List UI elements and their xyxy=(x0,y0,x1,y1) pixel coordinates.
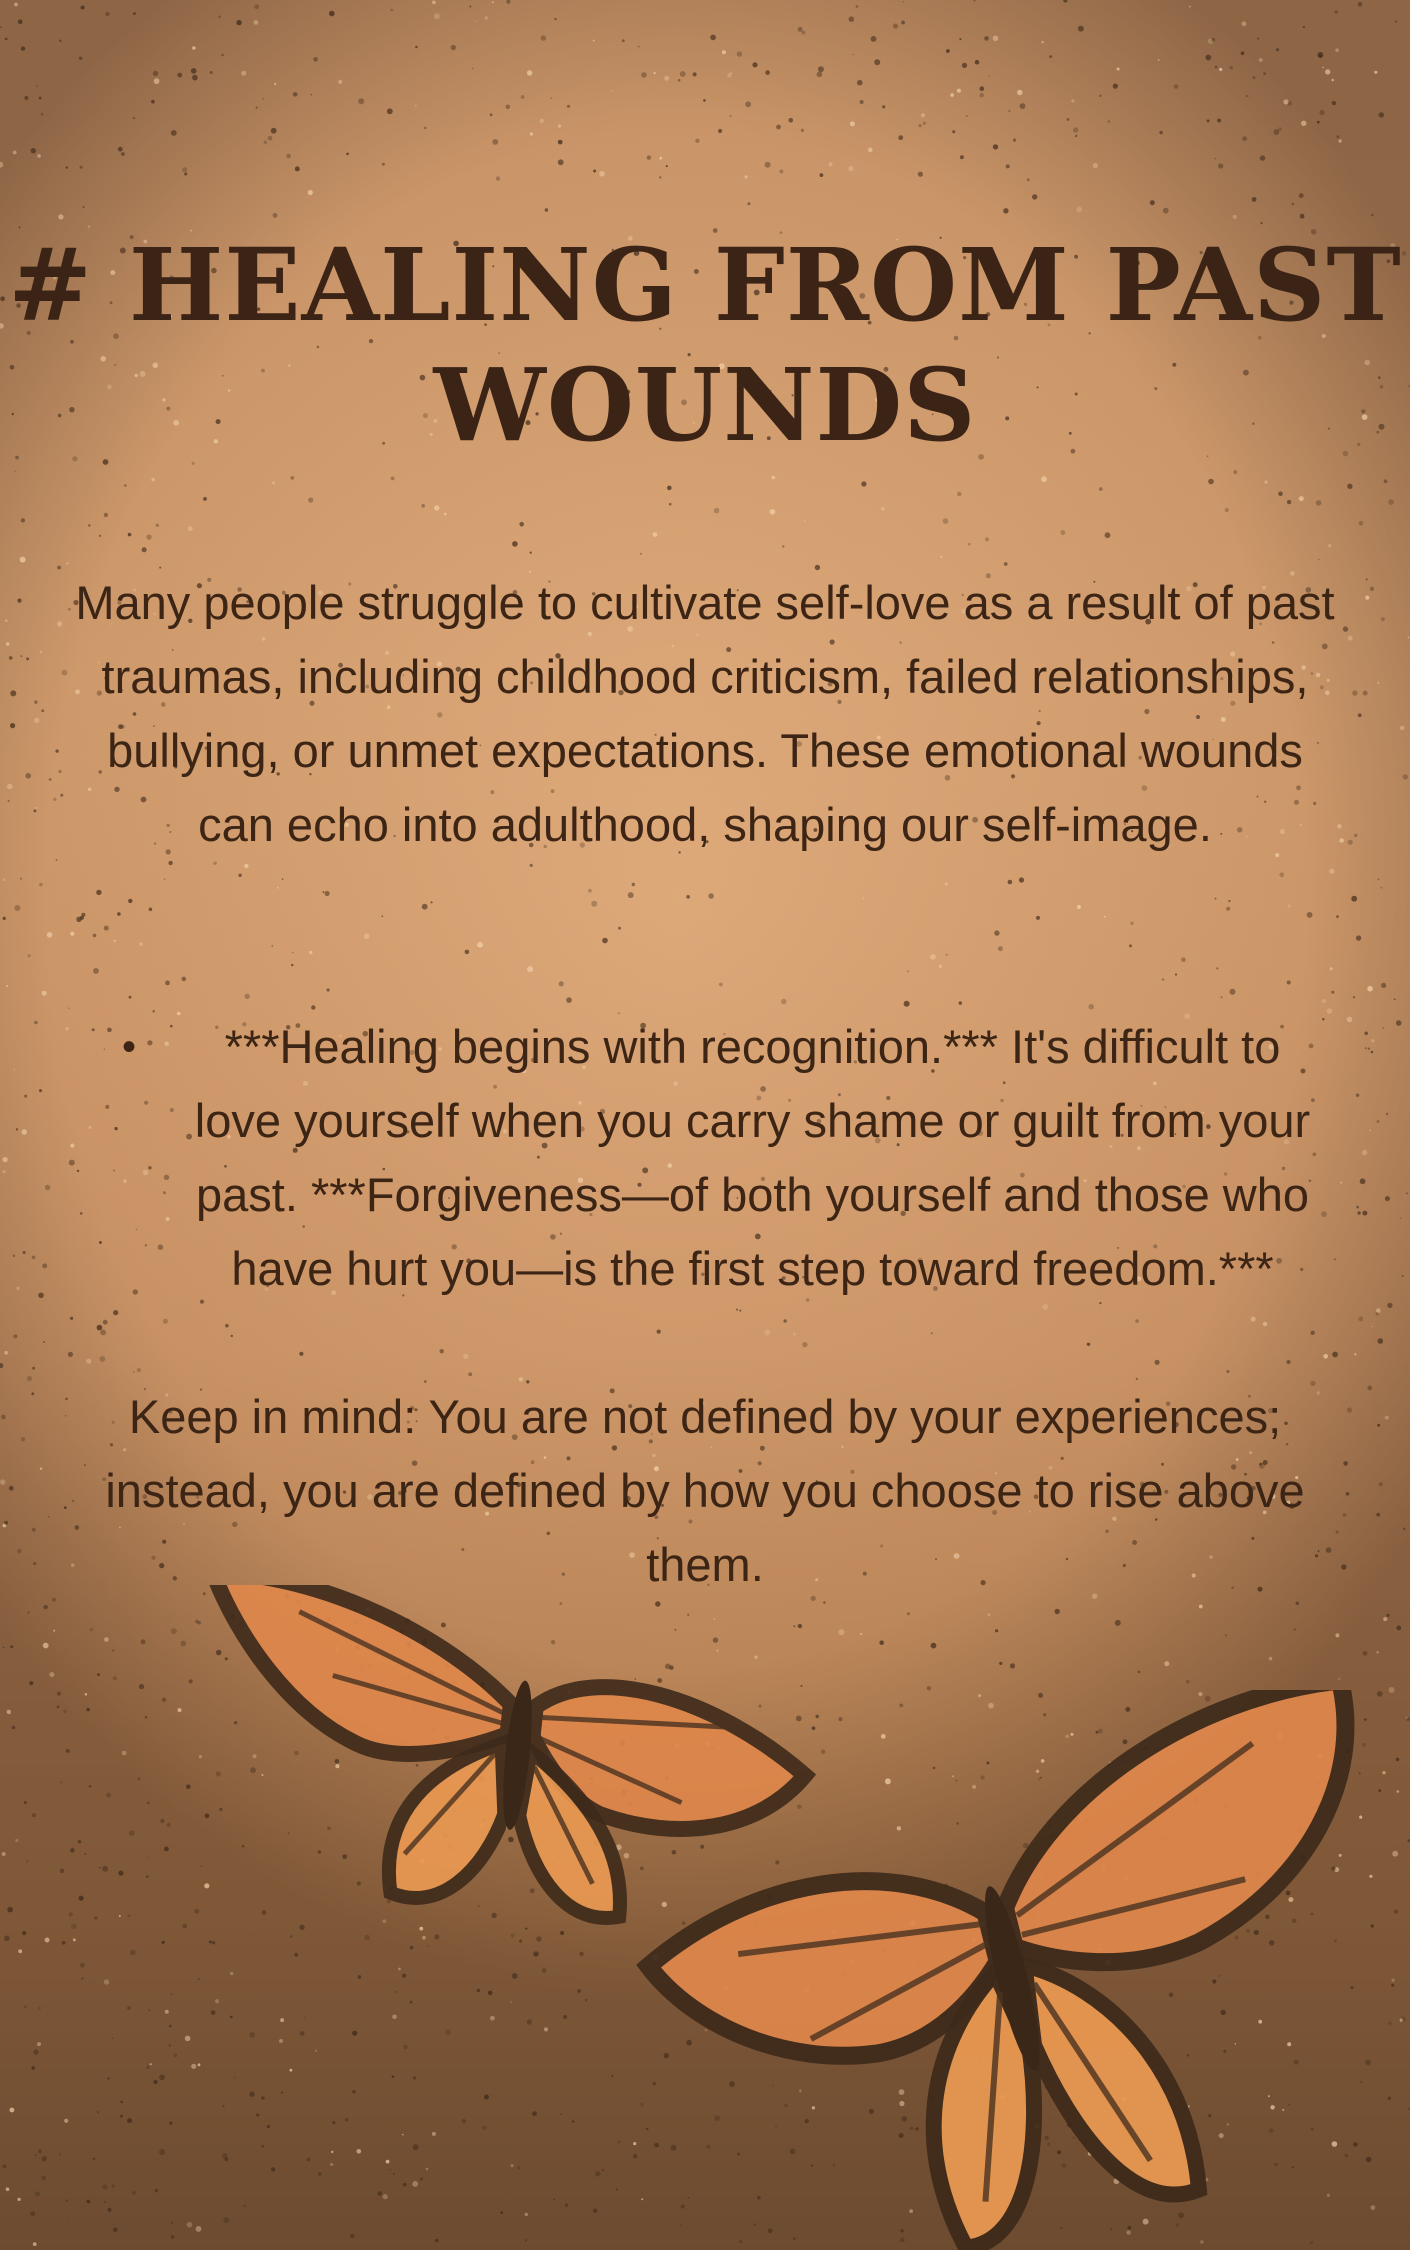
bullet-text: ***Healing begins with recognition.*** It's difficult to love yourself when you carry shame or guilt from your past. ***Forgiveness—of both yourself and those who have hurt you—is the first step toward freedom.*** xyxy=(194,1020,1311,1295)
intro-paragraph: Many people struggle to cultivate self-love as a result of past traumas, including childhood criticism, failed relationships, bullying, or unmet expectations. These emotional wounds can echo into adulthood, shaping our self-image. xyxy=(75,576,1335,851)
page-title: # HEALING FROM PAST WOUNDS xyxy=(8,226,1402,464)
bullet-marker: • xyxy=(122,1025,137,1069)
closing-paragraph: Keep in mind: You are not defined by your experiences; instead, you are defined by how you choose to rise above them. xyxy=(105,1390,1305,1591)
list-item xyxy=(110,1010,1325,1306)
butterfly-icon xyxy=(600,1690,1410,2250)
bullet-list xyxy=(110,1010,1325,1306)
